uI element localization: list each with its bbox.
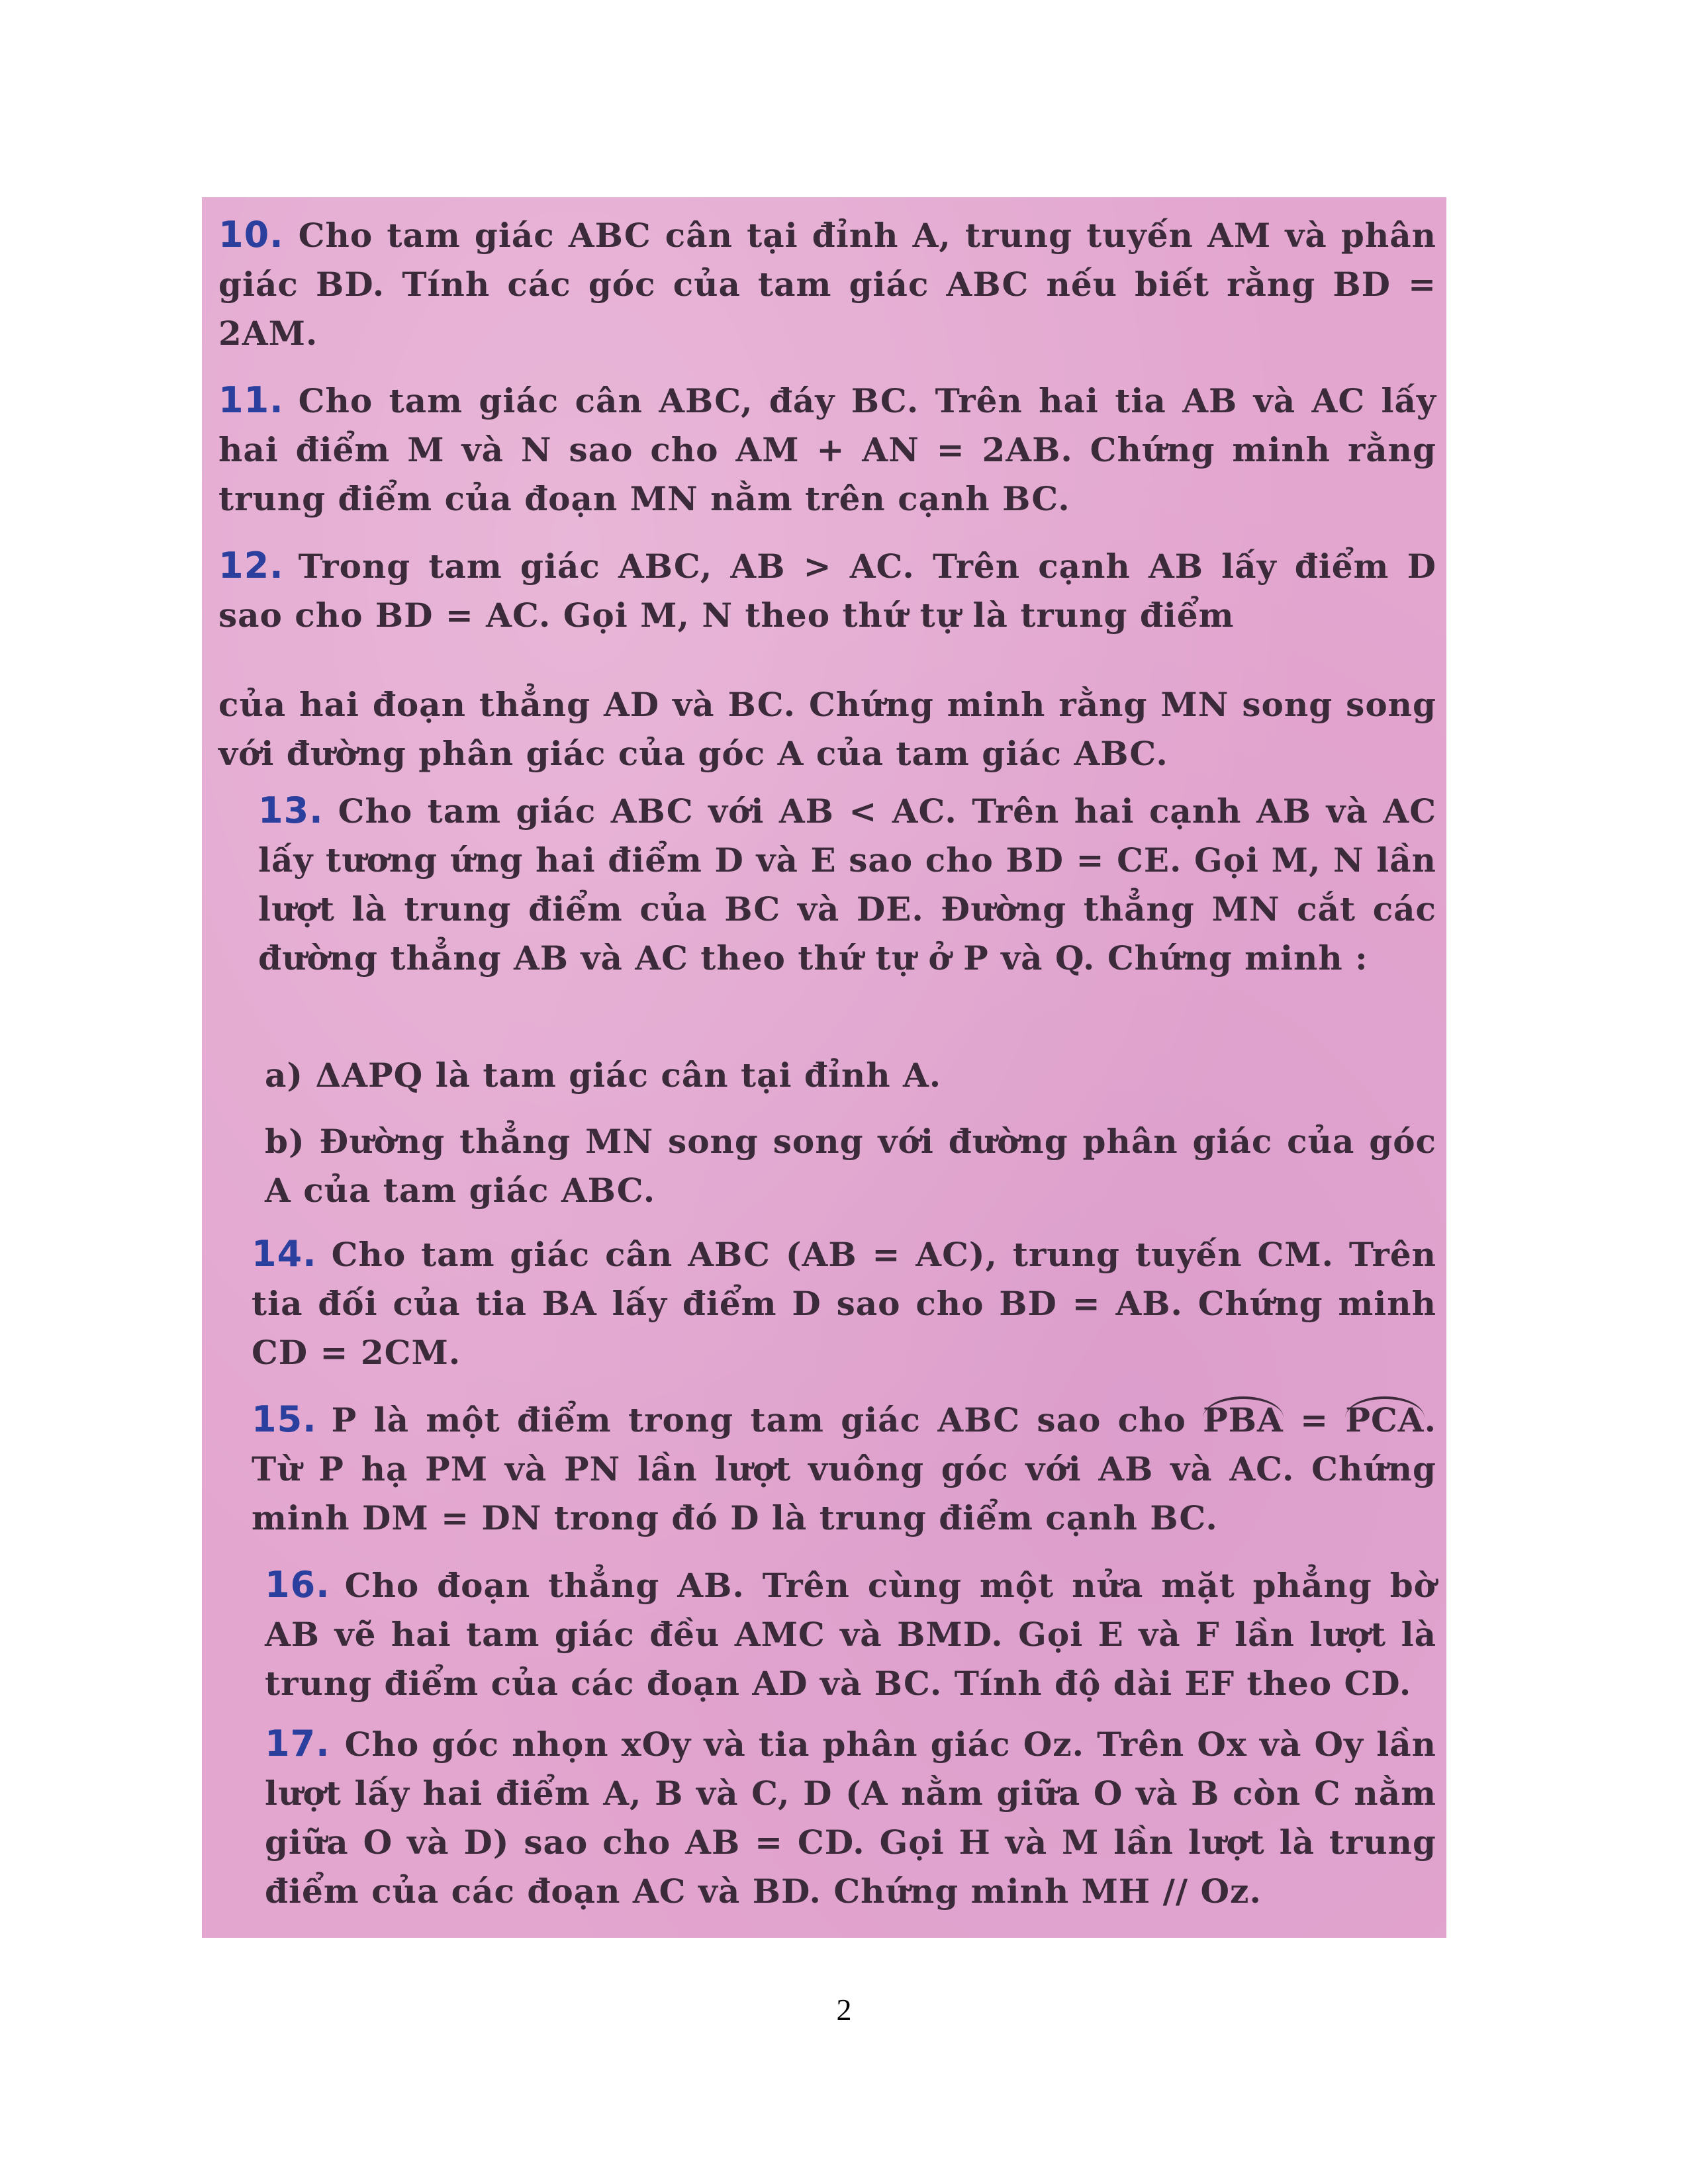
page-number: 2	[836, 1993, 852, 2026]
equals-sign: =	[1283, 1400, 1346, 1439]
problem-number: 17.	[265, 1723, 330, 1764]
problem-17	[265, 1719, 1436, 1916]
problem-text: Trong tam giác ABC, AB > AC. Trên cạnh AB lấy điểm D sao cho BD = AC. Gọi M, N theo thứ tự là trung điểm	[218, 547, 1436, 635]
problem-text: Cho tam giác ABC cân tại đỉnh A, trung tuyến AM và phân giác BD. Tính các góc của tam giác ABC nếu biết rằng BD = 2AM.	[218, 216, 1436, 353]
problem-text: Cho đoạn thẳng AB. Trên cùng một nửa mặt phẳng bờ AB vẽ hai tam giác đều AMC và BMD. Gọi E và F lần lượt là trung điểm của các đoạn AD và BC. Tính độ dài EF theo CD.	[265, 1566, 1436, 1703]
problem-text: Cho tam giác cân ABC (AB = AC), trung tuyến CM. Trên tia đối của tia BA lấy điểm D sao cho BD = AB. Chứng minh CD = 2CM.	[252, 1235, 1436, 1372]
problem-text: Cho tam giác ABC với AB < AC. Trên hai cạnh AB và AC lấy tương ứng hai điểm D và E sao cho BD = CE. Gọi M, N lần lượt là trung điểm của BC và DE. Đường thẳng MN cắt các đường thẳng AB và AC theo thứ tự ở P và Q. Chứng minh :	[258, 792, 1436, 978]
problem-14	[252, 1230, 1436, 1377]
problem-text: Cho góc nhọn xOy và tia phân giác Oz. Trên Ox và Oy lần lượt lấy hai điểm A, B và C, D (A nằm giữa O và B còn C nằm giữa O và D) sao cho AB = CD. Gọi H và M lần lượt là trung điểm của các đoạn AC và BD. Chứng minh MH // Oz.	[265, 1725, 1436, 1911]
problem-10	[218, 210, 1436, 358]
problem-13-part-b	[265, 1117, 1436, 1215]
part-b-text: b) Đường thẳng MN song song với đường phân giác của góc A của tam giác ABC.	[265, 1122, 1436, 1210]
problem-11	[218, 376, 1436, 523]
part-a-text: a) ΔAPQ là tam giác cân tại đỉnh A.	[265, 1056, 942, 1095]
angle-pba: PBA	[1203, 1396, 1284, 1439]
problem-number: 15.	[252, 1398, 317, 1440]
problem-number: 10.	[218, 214, 284, 255]
problem-13	[258, 786, 1436, 983]
problem-number: 12.	[218, 545, 284, 586]
problem-number: 14.	[252, 1233, 317, 1275]
problem-number: 11.	[218, 379, 284, 421]
problem-text: Cho tam giác cân ABC, đáy BC. Trên hai tia AB và AC lấy hai điểm M và N sao cho AM + AN = 2AB. Chứng minh rằng trung điểm của đoạn MN nằm trên cạnh BC.	[218, 381, 1436, 518]
problem-text-continued: của hai đoạn thẳng AD và BC. Chứng minh rằng MN song song với đường phân giác của góc A của tam giác ABC.	[218, 685, 1436, 773]
problem-12	[218, 541, 1436, 640]
problem-number: 13.	[258, 790, 324, 831]
problem-16	[265, 1561, 1436, 1708]
problem-13-part-a	[265, 1051, 1436, 1100]
problem-text-post: . Từ P hạ PM và PN lần lượt vuông góc với AB và AC. Chứng minh DM = DN trong đó D là trung điểm cạnh BC.	[252, 1400, 1436, 1537]
problem-12-continued	[218, 680, 1436, 778]
problem-text-pre: P là một điểm trong tam giác ABC sao cho	[331, 1400, 1186, 1439]
angle-pca: PCA	[1345, 1396, 1424, 1439]
problem-number: 16.	[265, 1564, 330, 1606]
problem-15	[252, 1395, 1436, 1543]
